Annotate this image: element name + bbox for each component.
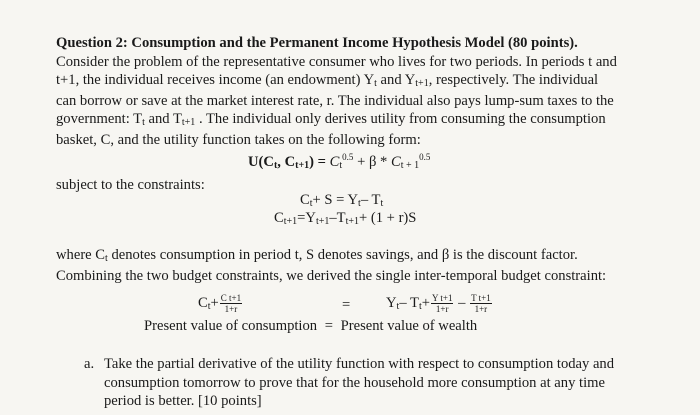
constraint-1-c-sub: t [309,198,313,209]
constraint-1-c: C [300,192,310,208]
pv-consumption-label: Present value of consumption [144,318,318,334]
where-paragraph [56,246,636,285]
intro-line-2-sub2: t+1 [415,78,429,90]
utility-lhs: U(C [248,154,274,170]
intro-line-2-sub1: t [374,78,377,90]
where-line-1-a: where C [56,247,106,263]
intro-line-4-b: and T [144,111,182,128]
utility-beta: + β * [357,154,388,170]
utility-lhs-end: ) = [309,154,330,170]
intro-line-4-c: . The individual only derives utility from consuming the consumption [195,111,606,128]
budget-rhs-t-sub: t [418,300,422,312]
part-a-line-2: consumption tomorrow to prove that for the household more consumption at any time [104,374,605,391]
budget-rhs [386,293,493,314]
budget-equals: = [342,297,351,313]
budget-rhs-frac2-num: T t+1 [471,293,491,303]
part-a-line-1: Take the partial derivative of the utility function with respect to consumption today and [104,356,615,372]
budget-rhs-minus: – [458,294,466,311]
budget-lhs-c: C [198,294,208,311]
where-line-1-b: denotes consumption in period t, S denotes savings, and β is the discount factor. [111,247,578,263]
budget-lhs-plus: + [210,294,219,311]
budget-rhs-fraction-1 [431,293,454,314]
intro-line-2-b: and Y [376,72,416,89]
constraints-label: subject to the constraints: [56,177,205,193]
intro-line-2-a: t+1, the individual receives income (an endowment) Y [56,72,375,89]
intro-line-4-sub2: t+1 [181,117,196,129]
constraint-2-y-sub: t+1 [315,216,330,227]
budget-rhs-plus: + [421,294,430,311]
question-title: Question 2: Consumption and the Permanent Income Hypothesis Model (80 points). [56,35,578,51]
budget-lhs-fraction [220,293,242,314]
part-a [84,355,644,411]
budget-rhs-frac1-num: Y t+1 [431,293,453,303]
constraint-2-end: + (1 + r)S [359,210,417,226]
intro-line-4-sub1: t [142,117,145,129]
utility-lhs-sub2: t+1 [295,160,310,171]
present-value-line [144,318,477,335]
part-a-marker: a. [84,356,95,372]
utility-c2-exp: 0.5 [419,152,431,162]
budget-rhs-frac1-den: 1+r [435,304,449,314]
part-a-line-3: period is better. [10 points] [104,393,262,410]
budget-rhs-y: Y [386,294,397,311]
utility-function [248,154,430,171]
constraint-2-y: =Y [297,210,316,226]
where-line-2: Combining the two budget constraints, we derived the single inter-temporal budget constraint: [56,267,607,284]
pv-wealth-label: Present value of wealth [340,318,478,334]
part-a-text [104,355,644,411]
utility-c1-exp: 0.5 [342,152,354,162]
constraint-2-t: –T [329,210,346,226]
where-line-1 [56,246,636,267]
budget-rhs-t: – T [399,294,419,311]
budget-rhs-y-sub: t [396,300,400,312]
intro-line-2-c: , respectively. The individual [428,72,599,89]
constraint-1-t-sub: t [380,198,384,209]
intro-line-1: Consider the problem of the representative consumer who lives for two periods. In periods t and [56,53,617,70]
constraint-1-t: – T [360,192,381,208]
constraint-1 [300,192,383,209]
pv-equals: = [324,318,333,334]
constraint-1-y-sub: t [358,198,361,209]
budget-lhs-frac-den: 1+r [224,304,238,314]
budget-lhs-sub: t [207,300,211,312]
constraint-2-t-sub: t+1 [345,216,359,227]
utility-c2: C [390,154,401,170]
constraint-1-rest: + S = Y [312,192,359,208]
intro-line-3: can borrow or save at the market interest rate, r. The individual also pays lump-sum taxes to the [56,92,614,109]
where-line-1-sub: t [105,253,108,264]
constraint-2-c: C [274,210,284,226]
budget-rhs-fraction-2 [470,293,492,314]
budget-lhs-frac-num: C t+1 [220,293,242,303]
budget-lhs [198,293,243,314]
intro-line-4 [56,110,636,131]
constraint-2-c-sub: t+1 [283,216,298,227]
utility-c1-sub: t [339,160,343,171]
intro-line-4-a: government: T [56,111,143,128]
constraint-2 [274,210,416,227]
intro-line-2 [56,71,636,92]
utility-c2-sub: t + 1 [400,160,420,171]
intro-line-5: basket, C, and the utility function takes on the following form: [56,131,421,148]
budget-rhs-frac2-den: 1+r [474,304,488,314]
utility-lhs-sub1: t [273,160,278,171]
utility-lhs-mid: , C [277,154,296,170]
utility-c1: C [329,154,340,170]
question-body [56,34,636,150]
